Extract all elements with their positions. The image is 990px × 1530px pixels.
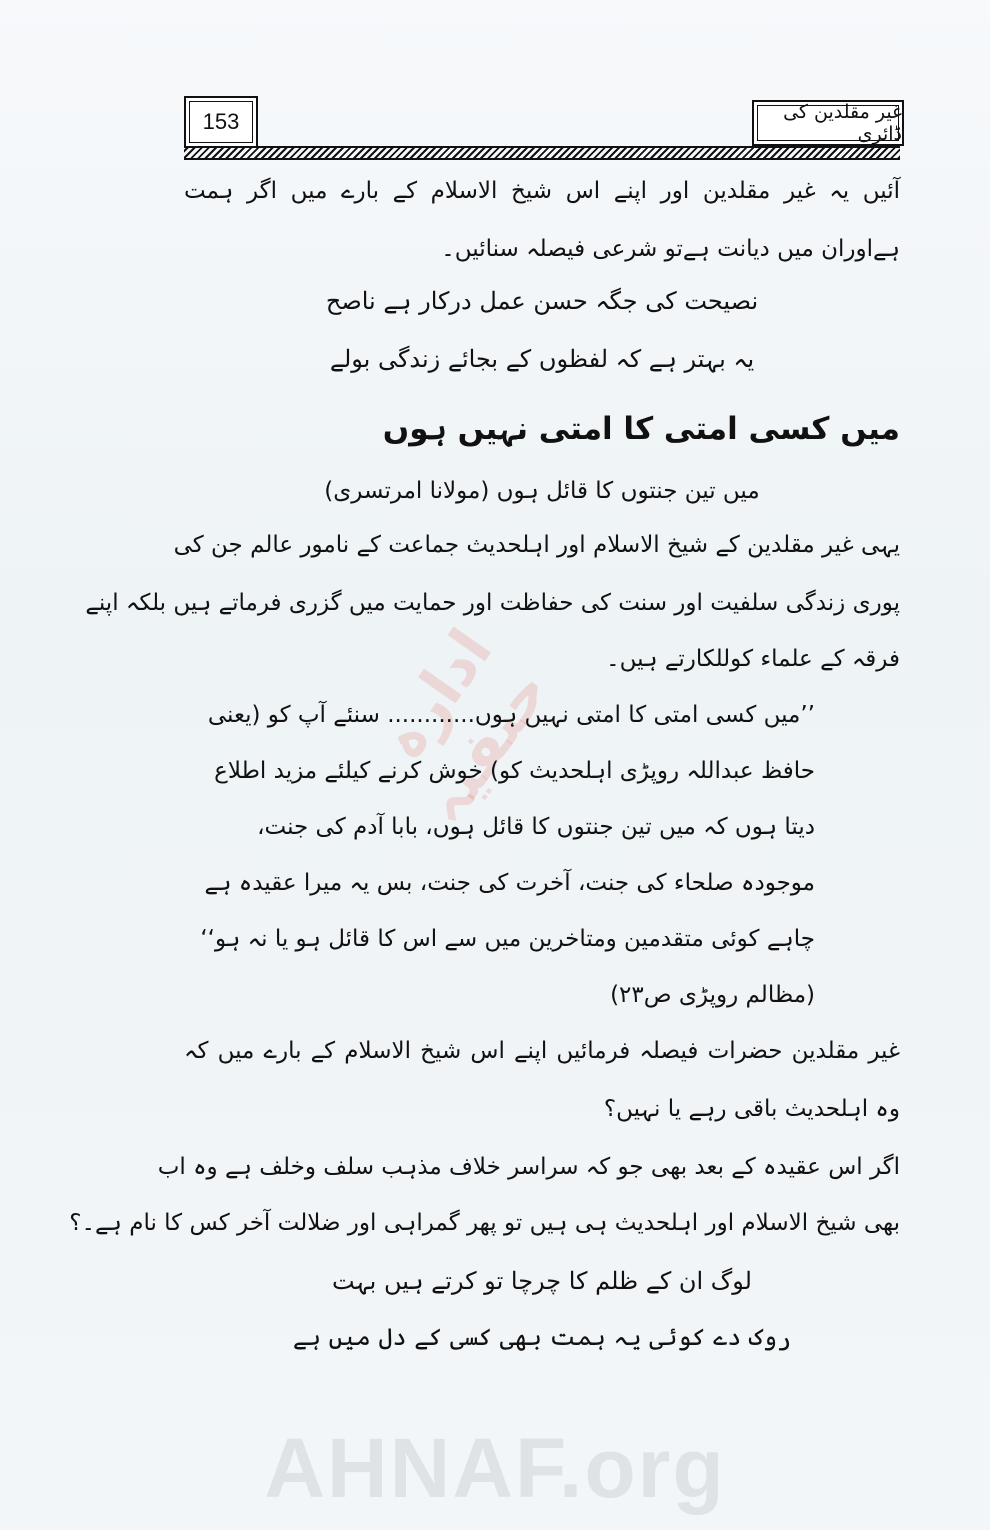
para1-line1: آئیں یہ غیر مقلدین اور اپنے اس شیخ الاسلام کے بارے میں اگر ہمت (184, 178, 900, 204)
verse1-line1: نصیحت کی جگہ حسن عمل درکار ہے ناصح (325, 287, 759, 315)
para2-line1: یہی غیر مقلدین کے شیخ الاسلام اور اہلحدیث جماعت کے نامور عالم جن کی (173, 532, 900, 558)
quote-line1: ’’میں کسی امتی کا امتی نہیں ہوں............ سنئے آپ کو (یعنی (207, 702, 815, 728)
para3-line1: غیر مقلدین حضرات فیصلہ فرمائیں اپنے اس شیخ الاسلام کے بارے میں کہ (184, 1038, 900, 1064)
header-rule (184, 146, 900, 160)
quote-citation: (مظالم روپڑی ص۲۳) (610, 982, 815, 1008)
verse2-line2: روک دے کوئی یہ ہمت بھی کسی کے دل میں ہے (292, 1323, 792, 1351)
quote-line5: چاہے کوئی متقدمین ومتاخرین میں سے اس کا قائل ہو یا نہ ہو‘‘ (200, 926, 815, 952)
para4-line2: بھی شیخ الاسلام اور اہلحدیث ہی ہیں تو پھر گمراہی اور ضلالت آخر کس کا نام ہے۔؟ (69, 1210, 900, 1236)
quote-line3: دیتا ہوں کہ میں تین جنتوں کا قائل ہوں، بابا آدم کی جنت، (257, 814, 815, 840)
para2-line3: فرقہ کے علماء کوللکارتے ہیں۔ (606, 646, 900, 672)
section-heading: میں کسی امتی کا امتی نہیں ہوں (382, 411, 900, 447)
book-title: غیر مقلدین کی ڈائری (752, 100, 904, 146)
quote-line4: موجودہ صلحاء کی جنت، آخرت کی جنت، بس یہ میرا عقیدہ ہے (204, 870, 815, 896)
section-subheading: میں تین جنتوں کا قائل ہوں (مولانا امرتسری) (324, 478, 760, 504)
stamp-watermark: ادارہ حنفیہ (367, 616, 564, 838)
para1-line2: ہےاوران میں دیانت ہےتو شرعی فیصلہ سنائیں۔ (441, 236, 900, 262)
page-number: 153 (184, 96, 258, 148)
verse1-line2: یہ بہتر ہے کہ لفظوں کے بجائے زندگی بولے (329, 345, 755, 373)
para2-line2: پوری زندگی سلفیت اور سنت کی حفاظت اور حمایت میں گزری فرماتے ہیں بلکہ اپنے (85, 590, 900, 616)
para3-line2: وہ اہلحدیث باقی رہے یا نہیں؟ (603, 1096, 900, 1122)
para4-line1: اگر اس عقیدہ کے بعد بھی جو کہ سراسر خلاف مذہب سلف وخلف ہے وہ اب (157, 1154, 900, 1180)
verse2-line1: لوگ ان کے ظلم کا چرچا تو کرتے ہیں بہت (332, 1267, 752, 1295)
site-watermark: AHNAF.org (264, 1421, 726, 1515)
quote-line2: حافظ عبداللہ روپڑی اہلحدیث کو) خوش کرنے کیلئے مزید اطلاع (214, 758, 815, 784)
